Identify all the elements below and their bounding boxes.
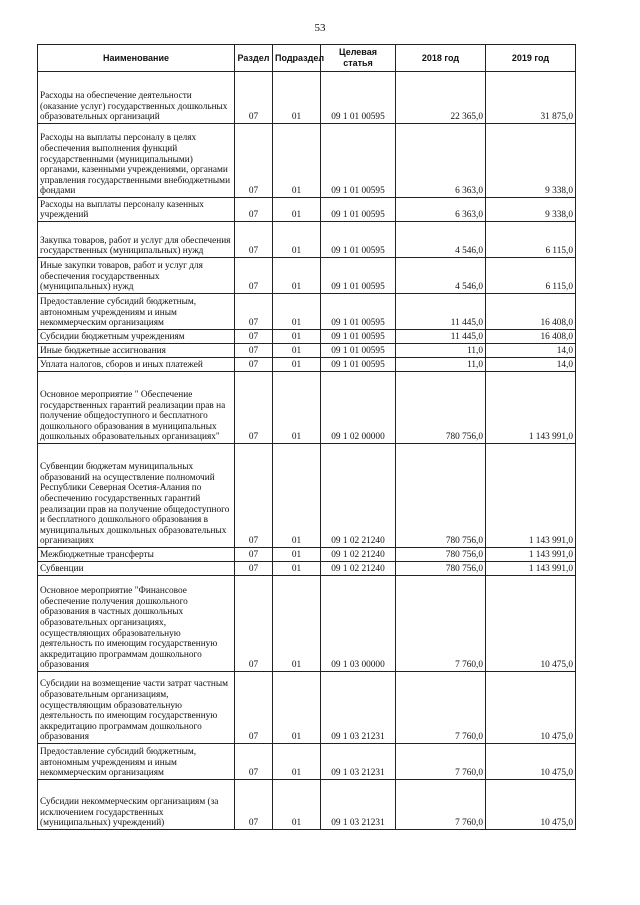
row-subsection: 01 <box>273 124 321 198</box>
row-article: 09 1 01 00595 <box>321 222 396 258</box>
row-name: Субвенции бюджетам муниципальных образований на осуществление полномочий Республики Северная Осетия-Алания по обеспечению государственных гарантий реализации прав на получение общедоступного и бесплатного дошкольного образования в муниципальных дошкольных образовательных организациях <box>38 444 235 548</box>
row-name: Субвенции <box>38 562 235 576</box>
table-row <box>38 548 576 562</box>
row-section: 07 <box>235 72 273 124</box>
row-article: 09 1 02 21240 <box>321 444 396 548</box>
header-section: Раздел <box>235 45 273 72</box>
row-2018: 11 445,0 <box>396 294 486 330</box>
row-article: 09 1 02 21240 <box>321 562 396 576</box>
row-name: Субсидии бюджетным учреждениям <box>38 330 235 344</box>
row-section: 07 <box>235 222 273 258</box>
row-section: 07 <box>235 372 273 444</box>
row-section: 07 <box>235 294 273 330</box>
row-2019: 16 408,0 <box>486 294 576 330</box>
table-row <box>38 576 576 672</box>
row-name: Основное мероприятие " Обеспечение государственных гарантий реализации прав на получение общедоступного и бесплатного дошкольного образования в муниципальных дошкольных образовательных организациях" <box>38 372 235 444</box>
row-section: 07 <box>235 124 273 198</box>
row-subsection: 01 <box>273 258 321 294</box>
row-subsection: 01 <box>273 372 321 444</box>
row-2019: 6 115,0 <box>486 222 576 258</box>
row-section: 07 <box>235 198 273 222</box>
row-name: Иные бюджетные ассигнования <box>38 344 235 358</box>
row-2018: 6 363,0 <box>396 198 486 222</box>
table-row <box>38 124 576 198</box>
table-row <box>38 744 576 780</box>
row-2019: 10 475,0 <box>486 744 576 780</box>
row-2018: 7 760,0 <box>396 576 486 672</box>
row-section: 07 <box>235 780 273 830</box>
header-article: Целевая статья <box>321 45 396 72</box>
row-name: Предоставление субсидий бюджетным, автономным учреждениям и иным некоммерческим организациям <box>38 744 235 780</box>
row-2019: 1 143 991,0 <box>486 562 576 576</box>
row-subsection: 01 <box>273 198 321 222</box>
header-year-2018: 2018 год <box>396 45 486 72</box>
row-2019: 14,0 <box>486 358 576 372</box>
row-article: 09 1 01 00595 <box>321 330 396 344</box>
row-name: Расходы на выплаты персоналу казенных учреждений <box>38 198 235 222</box>
row-2018: 780 756,0 <box>396 562 486 576</box>
row-2019: 9 338,0 <box>486 124 576 198</box>
row-2018: 11 445,0 <box>396 330 486 344</box>
row-subsection: 01 <box>273 344 321 358</box>
row-2019: 9 338,0 <box>486 198 576 222</box>
page-number: 53 <box>314 22 326 34</box>
header-name: Наименование <box>38 45 235 72</box>
row-2018: 7 760,0 <box>396 780 486 830</box>
row-name: Уплата налогов, сборов и иных платежей <box>38 358 235 372</box>
row-article: 09 1 01 00595 <box>321 344 396 358</box>
row-subsection: 01 <box>273 358 321 372</box>
table-row <box>38 672 576 744</box>
table-row <box>38 222 576 258</box>
row-subsection: 01 <box>273 330 321 344</box>
row-article: 09 1 03 21231 <box>321 744 396 780</box>
row-2019: 16 408,0 <box>486 330 576 344</box>
table-row <box>38 258 576 294</box>
row-article: 09 1 02 00000 <box>321 372 396 444</box>
row-subsection: 01 <box>273 562 321 576</box>
row-article: 09 1 01 00595 <box>321 72 396 124</box>
row-2019: 10 475,0 <box>486 576 576 672</box>
row-2018: 780 756,0 <box>396 548 486 562</box>
table-header-row <box>38 45 576 72</box>
header-year-2019: 2019 год <box>486 45 576 72</box>
row-section: 07 <box>235 444 273 548</box>
table-row <box>38 780 576 830</box>
row-name: Субсидии некоммерческим организациям (за исключением государственных (муниципальных) учреждений) <box>38 780 235 830</box>
row-subsection: 01 <box>273 72 321 124</box>
row-article: 09 1 01 00595 <box>321 294 396 330</box>
row-2018: 11,0 <box>396 358 486 372</box>
table-row <box>38 198 576 222</box>
budget-table <box>37 44 576 830</box>
row-subsection: 01 <box>273 672 321 744</box>
row-section: 07 <box>235 562 273 576</box>
table-row <box>38 358 576 372</box>
row-article: 09 1 03 21231 <box>321 672 396 744</box>
row-name: Основное мероприятие "Финансовое обеспечение получения дошкольного образования в частных дошкольных образовательных организациях, осуществляющих образовательную деятельность по имеющим государственную аккредитацию программам дошкольного образования <box>38 576 235 672</box>
row-name: Субсидии на возмещение части затрат частным образовательным организациям, осуществляющим образовательную деятельность по имеющим государственную аккредитацию программам дошкольного образования <box>38 672 235 744</box>
row-2018: 780 756,0 <box>396 444 486 548</box>
row-2018: 780 756,0 <box>396 372 486 444</box>
row-2019: 6 115,0 <box>486 258 576 294</box>
row-subsection: 01 <box>273 744 321 780</box>
row-2018: 7 760,0 <box>396 744 486 780</box>
row-name: Предоставление субсидий бюджетным, автономным учреждениям и иным некоммерческим организациям <box>38 294 235 330</box>
row-2019: 10 475,0 <box>486 780 576 830</box>
row-2018: 7 760,0 <box>396 672 486 744</box>
row-2018: 11,0 <box>396 344 486 358</box>
row-article: 09 1 01 00595 <box>321 198 396 222</box>
row-2019: 31 875,0 <box>486 72 576 124</box>
row-subsection: 01 <box>273 780 321 830</box>
table-row <box>38 444 576 548</box>
row-name: Расходы на обеспечение деятельности (оказание услуг) государственных дошкольных образовательных организаций <box>38 72 235 124</box>
row-article: 09 1 01 00595 <box>321 258 396 294</box>
row-subsection: 01 <box>273 294 321 330</box>
row-2018: 4 546,0 <box>396 222 486 258</box>
row-section: 07 <box>235 358 273 372</box>
table-row <box>38 72 576 124</box>
row-subsection: 01 <box>273 444 321 548</box>
row-2018: 6 363,0 <box>396 124 486 198</box>
header-subsection: Подраздел <box>273 45 321 72</box>
row-name: Иные закупки товаров, работ и услуг для обеспечения государственных (муниципальных) нужд <box>38 258 235 294</box>
row-section: 07 <box>235 548 273 562</box>
row-2019: 10 475,0 <box>486 672 576 744</box>
row-article: 09 1 03 21231 <box>321 780 396 830</box>
row-article: 09 1 02 21240 <box>321 548 396 562</box>
row-2019: 1 143 991,0 <box>486 444 576 548</box>
row-section: 07 <box>235 744 273 780</box>
row-section: 07 <box>235 576 273 672</box>
row-article: 09 1 01 00595 <box>321 358 396 372</box>
row-section: 07 <box>235 330 273 344</box>
row-article: 09 1 01 00595 <box>321 124 396 198</box>
row-subsection: 01 <box>273 576 321 672</box>
row-2019: 1 143 991,0 <box>486 372 576 444</box>
row-name: Межбюджетные трансферты <box>38 548 235 562</box>
row-2018: 4 546,0 <box>396 258 486 294</box>
row-2019: 14,0 <box>486 344 576 358</box>
row-subsection: 01 <box>273 548 321 562</box>
row-subsection: 01 <box>273 222 321 258</box>
row-section: 07 <box>235 258 273 294</box>
row-2018: 22 365,0 <box>396 72 486 124</box>
row-2019: 1 143 991,0 <box>486 548 576 562</box>
row-name: Закупка товаров, работ и услуг для обеспечения государственных (муниципальных) нужд <box>38 222 235 258</box>
table-row <box>38 372 576 444</box>
table-row <box>38 562 576 576</box>
row-section: 07 <box>235 672 273 744</box>
row-section: 07 <box>235 344 273 358</box>
row-article: 09 1 03 00000 <box>321 576 396 672</box>
table-row <box>38 344 576 358</box>
table-row <box>38 330 576 344</box>
table-row <box>38 294 576 330</box>
row-name: Расходы на выплаты персоналу в целях обеспечения выполнения функций государственными (муниципальными) органами, казенными учреждениями, органами управления государственными внебюджетными фондами <box>38 124 235 198</box>
